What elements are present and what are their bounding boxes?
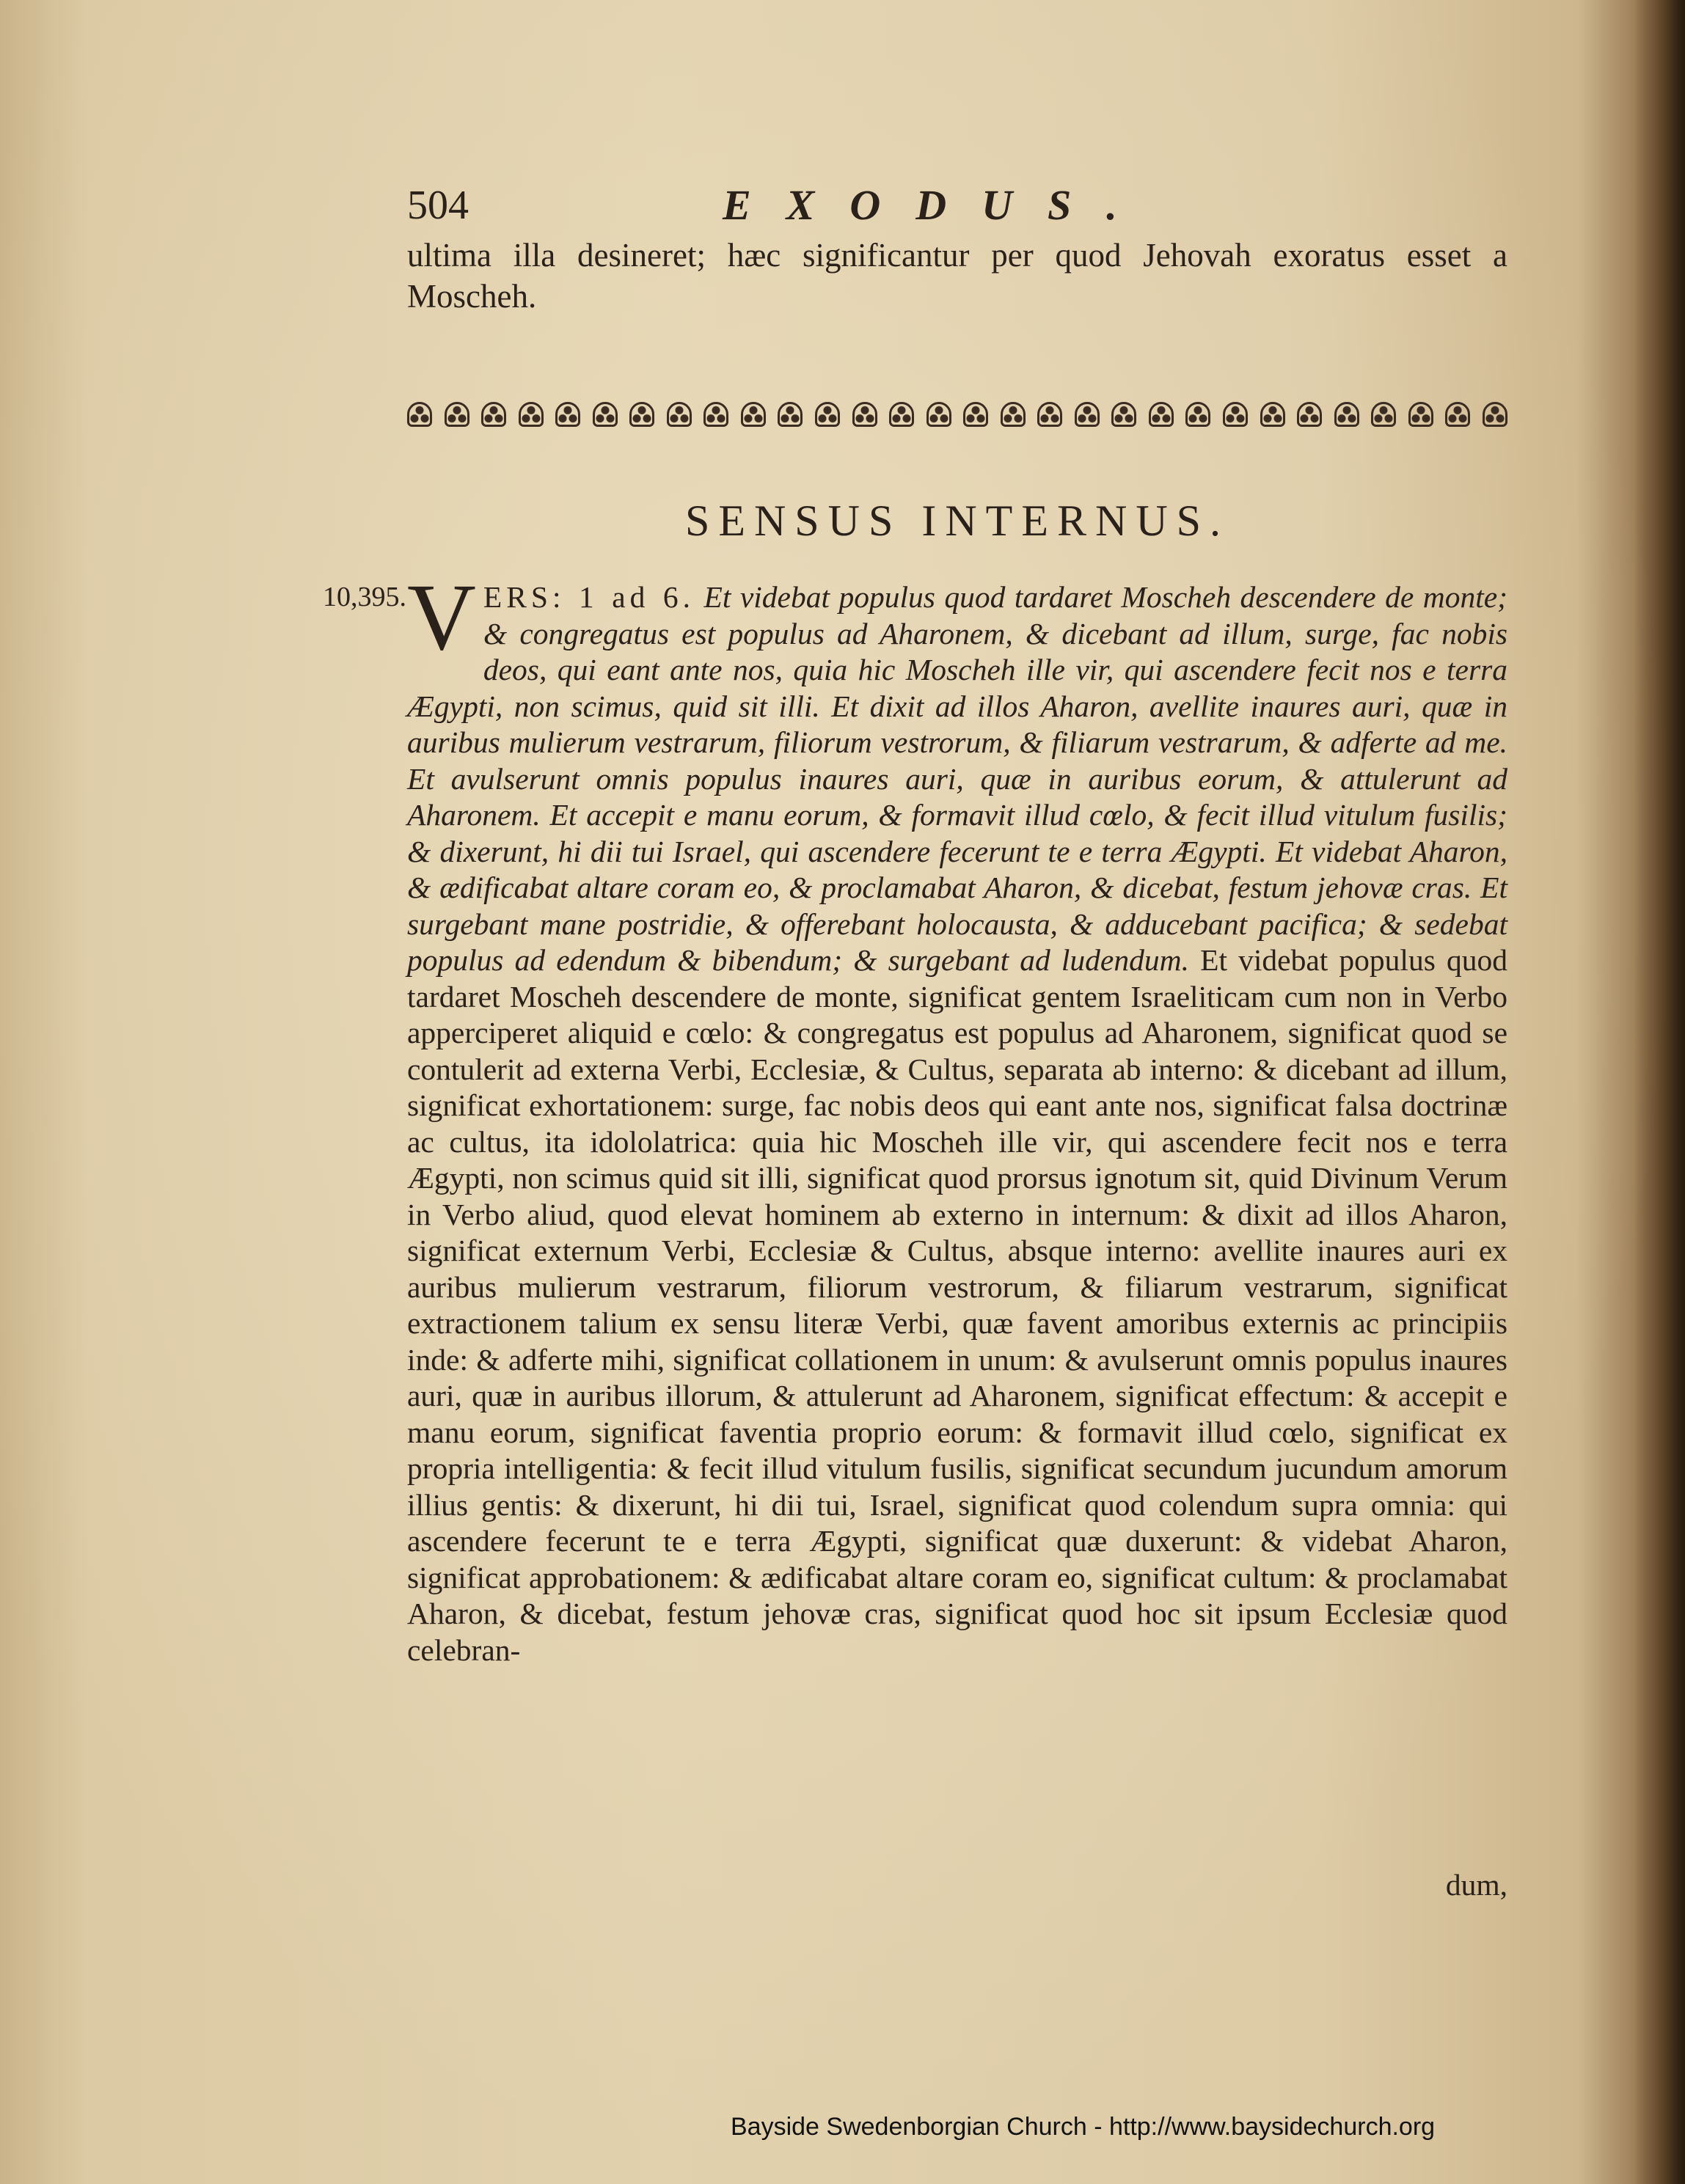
continuation-text [407,235,1507,317]
fleuron-icon [741,402,766,427]
fleuron-icon [1185,402,1210,427]
fleuron-icon [1483,402,1507,427]
spine-shadow [1634,0,1685,2184]
page-number: 504 [407,183,469,228]
fleuron-icon [1445,402,1470,427]
continuation-paragraph: ultima illa desineret; hæc significantur per quod Jehovah exoratus esset a Moscheh. [407,237,1507,315]
fleuron-icon [667,402,692,427]
fleuron-icon [815,402,840,427]
fleuron-icon [778,402,803,427]
fleuron-icon [1408,402,1433,427]
catchword: dum, [1445,1868,1507,1902]
fleuron-icon [519,402,544,427]
fleuron-icon [1075,402,1100,427]
section-body [323,565,1508,1668]
watermark: Bayside Swedenborgian Church - http://www.baysidechurch.org [731,2113,1436,2141]
fleuron-icon [481,402,506,427]
fleuron-icon [1371,402,1396,427]
fleuron-icon [407,402,432,427]
paragraph-number: 10,395. [323,582,406,612]
fleuron-icon [703,402,728,427]
ornamental-divider [407,396,1507,433]
running-title: EXODUS. [723,181,1152,229]
quoted-verses: Et videbat populus quod tardaret Moscheh descendere de monte; & congregatus est populus ad Aharonem, & dicebant ad illum, surge, fac nobis deos, qui eant ante nos, quia hic Moscheh ille vir, qui ascendere fecit nos e terra Ægypti, non scimus, quid sit illi. Et dixit ad illos Aharon, avellite inaures auri, quæ in auribus mulierum vestrarum, filiorum vestrorum, & filiarum vestrarum, & adferte ad me. Et avulserunt omnis populus inaures auri, quæ in auribus eorum, & attulerunt ad Aharonem. Et accepit e manu eorum, & formavit illud cœlo, & fecit illud vitulum fusilis; & dixerunt, hi dii tui Israel, qui ascendere fecerunt te e terra Ægypti. Et videbat Aharon, & ædificabat altare coram eo, & proclamabat Aharon, & dicebat, festum jehovæ cras. Et surgebant mane postridie, & offerebant holocausta, & adducebant pacifica; & sedebat populus ad edendum & bibendum; & surgebant ad ludendum. [407,580,1508,977]
explanation-text: Et videbat populus quod tardaret Moscheh descendere de monte, significat gentem Israeliticam cum non in Verbo apperciperet aliquid e cœlo: & congregatus est populus ad Aharonem, significat quod se contulerit ad externa Verbi, Ecclesiæ, & Cultus, separata ab interno: & dicebant ad illum, significat exhortationem: surge, fac nobis deos qui eant ante nos, significat falsa doctrinæ ac cultus, ita idololatrica: quia hic Moscheh ille vir, qui ascendere fecit nos e terra Ægypti, non scimus quid sit illi, significat quod prorsus ignotum sit, quid Divinum Verum in Verbo aliud, quod elevat hominem ab externo in internum: & dixit ad illos Aharon, significat externum Verbi, Ecclesiæ & Cultus, absque interno: avellite inaures auri ex auribus mulierum vestrarum, filiorum vestrorum, & filiarum vestrarum, significat extractionem talium ex sensu literæ Verbi, quæ favent amoribus externis ac principiis inde: & adferte mihi, significat collationem in unum: & avulserunt omnis populus inaures auri, quæ in auribus illorum, & attulerunt ad Aharonem, significat effectum: & accepit e manu eorum, significat faventia proprio eorum: & formavit illud cœlo, significat ex propria intelligentia: & fecit illud vitulum fusilis, significat secundum jucundum amorum illius gentis: & dixerunt, hi dii tui, Israel, significat quod colendum supra omnia: qui ascendere fecerunt te e terra Ægypti, significat quæ duxerunt: & videbat Aharon, significat approbationem: & ædificabat altare coram eo, significat cultum: & proclamabat Aharon, & dicebat, festum jehovæ cras, significat quod hoc sit ipsum Ecclesiæ quod celebran- [407,943,1508,1667]
fleuron-icon [1260,402,1285,427]
page-header [407,176,1507,235]
fleuron-icon [852,402,877,427]
section-paragraph [407,565,1508,1668]
fleuron-icon [593,402,618,427]
verse-reference: ERS: 1 ad 6. [483,580,695,614]
drop-cap: V [407,565,476,670]
fleuron-icon [629,402,654,427]
fleuron-icon [445,402,469,427]
fleuron-icon [1223,402,1248,427]
fleuron-icon [889,402,914,427]
fleuron-icon [1149,402,1174,427]
fleuron-icon [926,402,951,427]
fleuron-icon [1037,402,1062,427]
section-heading: SENSUS INTERNUS. [684,496,1230,545]
fleuron-icon [1001,402,1026,427]
fleuron-icon [963,402,988,427]
fleuron-icon [1297,402,1322,427]
fleuron-icon [555,402,580,427]
fleuron-icon [1111,402,1136,427]
fleuron-icon [1334,402,1359,427]
